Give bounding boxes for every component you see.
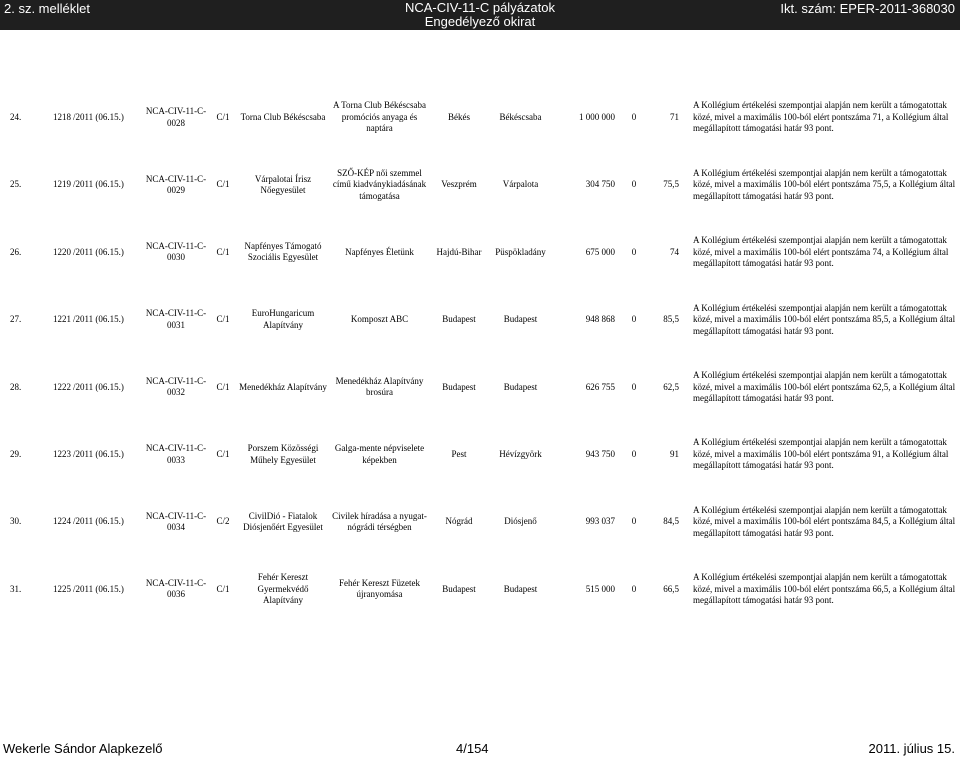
application-code <box>143 151 209 218</box>
county: Hajdú-Bihar <box>436 246 482 257</box>
applicant-organization: Fehér Kereszt Gyermekvédő Alapítvány <box>257 572 309 606</box>
page-number: 4/154 <box>456 741 489 756</box>
requested-amount: 626 755 <box>585 381 615 392</box>
applicant-organization: Porszem Közösségi Műhely Egyesület <box>247 443 319 465</box>
registration-date: /2011 (06.15.) <box>73 246 124 257</box>
application-code-part: 0031 <box>167 319 185 330</box>
county: Budapest <box>442 314 476 325</box>
applicant-organization: Torna Club Békéscsaba <box>240 111 326 122</box>
application-code-part: NCA-CIV-11-C- <box>145 106 207 117</box>
row-number: 26. <box>10 246 22 257</box>
county: Budapest <box>442 583 476 594</box>
application-code <box>143 354 209 421</box>
application-type: C/2 <box>216 516 230 527</box>
application-code-part: 0033 <box>167 454 185 465</box>
table-row <box>0 421 960 488</box>
city: Budapest <box>503 314 538 325</box>
applicant-organization: Napfényes Támogató Szociális Egyesület <box>244 240 322 263</box>
score: 75,5 <box>663 179 679 190</box>
registration-date: /2011 (06.15.) <box>73 448 124 459</box>
decision-reason: A Kollégium értékelési szempontjai alapján nem került a támogatottak közé, mivel a maximális 100-ból elért pontszáma 84,5, a Kollégium által megállapított támogatási határ 93 pont. <box>693 504 956 538</box>
project-title: Fehér Kereszt Füzetek újranyomása <box>339 577 420 600</box>
document-title <box>380 1 580 29</box>
requested-amount: 675 000 <box>585 246 615 257</box>
granted-amount: 0 <box>631 179 637 190</box>
application-type: C/1 <box>216 314 230 325</box>
application-type: C/1 <box>216 583 230 594</box>
applicant-organization: Menedékház Alapítvány <box>239 381 327 392</box>
table-row <box>0 84 960 151</box>
table-row <box>0 151 960 218</box>
table-row <box>0 219 960 286</box>
county: Nógrád <box>445 516 473 527</box>
applicant-organization: CivilDió - Fiatalok Diósjenőért Egyesület <box>243 510 323 533</box>
granted-amount: 0 <box>631 448 637 459</box>
application-code-part: NCA-CIV-11-C- <box>145 577 207 588</box>
row-number: 27. <box>10 314 22 325</box>
granted-amount: 0 <box>631 381 637 392</box>
application-code-part: NCA-CIV-11-C- <box>145 240 207 251</box>
decision-reason: A Kollégium értékelési szempontjai alapján nem került a támogatottak közé, mivel a maximális 100-ból elért pontszáma 66,5, a Kollégium által megállapított támogatási határ 93 pont. <box>693 572 956 606</box>
registration-date: /2011 (06.15.) <box>73 111 124 122</box>
project-title: Civilek híradása a nyugat-nógrádi térségben <box>332 510 427 533</box>
city: Várpalota <box>502 179 539 190</box>
score: 66,5 <box>663 583 679 594</box>
score: 74 <box>670 246 679 257</box>
document-title-line2: Engedélyező okirat <box>424 14 536 29</box>
requested-amount: 515 000 <box>585 583 615 594</box>
score: 84,5 <box>663 516 679 527</box>
decision-reason: A Kollégium értékelési szempontjai alapján nem került a támogatottak közé, mivel a maximális 100-ból elért pontszáma 62,5, a Kollégium által megállapított támogatási határ 93 pont. <box>693 370 956 403</box>
registration-id: 1224 <box>53 516 71 527</box>
footer-organization: Wekerle Sándor Alapkezelő <box>3 741 163 756</box>
project-title: A Torna Club Békéscsaba promóciós anyaga és naptára <box>333 100 426 134</box>
row-number: 24. <box>10 111 22 122</box>
registration-id: 1218 <box>53 111 71 122</box>
registration-id: 1222 <box>53 381 71 392</box>
table-row <box>0 488 960 555</box>
application-type: C/1 <box>216 246 230 257</box>
city: Békéscsaba <box>499 111 542 122</box>
project-title: Komposzt ABC <box>350 314 409 325</box>
granted-amount: 0 <box>631 111 637 122</box>
row-number: 28. <box>10 381 22 392</box>
application-type: C/1 <box>216 381 230 392</box>
city: Diósjenő <box>504 516 537 527</box>
requested-amount: 948 868 <box>585 314 615 325</box>
registration-date: /2011 (06.15.) <box>73 381 124 392</box>
annex-label: 2. sz. melléklet <box>4 1 90 16</box>
row-number: 25. <box>10 179 22 190</box>
application-code-part: NCA-CIV-11-C- <box>145 375 207 386</box>
granted-amount: 0 <box>631 246 637 257</box>
project-title: Napfényes Életünk <box>345 246 414 257</box>
score: 62,5 <box>663 381 679 392</box>
score: 85,5 <box>663 314 679 325</box>
project-title: Menedékház Alapítvány brosúra <box>335 375 424 398</box>
document-title-line1: NCA-CIV-11-C pályázatok <box>404 0 556 15</box>
table-row <box>0 286 960 353</box>
application-code <box>143 488 209 555</box>
application-code-part: 0029 <box>167 185 185 196</box>
registration-id: 1220 <box>53 246 71 257</box>
granted-amount: 0 <box>631 314 637 325</box>
application-code-part: NCA-CIV-11-C- <box>145 173 207 184</box>
requested-amount: 943 750 <box>585 448 615 459</box>
application-code <box>143 556 209 623</box>
row-number: 29. <box>10 448 22 459</box>
county: Budapest <box>442 381 476 392</box>
application-code <box>143 286 209 353</box>
score: 91 <box>670 448 679 459</box>
registration-date: /2011 (06.15.) <box>73 583 124 594</box>
applicant-organization: Várpalotai Írisz Nőegyesület <box>254 173 312 196</box>
page-footer <box>0 740 960 758</box>
decision-reason: A Kollégium értékelési szempontjai alapján nem került a támogatottak közé, mivel a maximális 100-ból elért pontszáma 71, a Kollégium által megállapított támogatási határ 93 pont. <box>693 100 949 134</box>
decision-reason: A Kollégium értékelési szempontjai alapján nem került a támogatottak közé, mivel a maximális 100-ból elért pontszáma 91, a Kollégium által megállapított támogatási határ 93 pont. <box>693 437 949 471</box>
city: Budapest <box>503 381 538 392</box>
city: Hévízgyörk <box>499 448 542 459</box>
application-type: C/1 <box>216 448 230 459</box>
application-type: C/1 <box>216 179 230 190</box>
application-code <box>143 84 209 151</box>
application-code-part: 0034 <box>167 522 185 533</box>
application-code-part: NCA-CIV-11-C- <box>145 308 207 319</box>
granted-amount: 0 <box>631 583 637 594</box>
decision-reason: A Kollégium értékelési szempontjai alapján nem került a támogatottak közé, mivel a maximális 100-ból elért pontszáma 74, a Kollégium által megállapított támogatási határ 93 pont. <box>693 235 949 269</box>
county: Veszprém <box>441 179 477 190</box>
row-number: 31. <box>10 583 22 594</box>
application-code-part: 0036 <box>167 589 185 600</box>
requested-amount: 1 000 000 <box>579 111 615 122</box>
city: Püspökladány <box>495 246 546 257</box>
application-code <box>143 421 209 488</box>
application-code-part: NCA-CIV-11-C- <box>145 510 207 521</box>
city: Budapest <box>503 583 538 594</box>
decision-reason: A Kollégium értékelési szempontjai alapján nem került a támogatottak közé, mivel a maximális 100-ból elért pontszáma 85,5, a Kollégium által megállapított támogatási határ 93 pont. <box>693 302 956 336</box>
table-row <box>0 556 960 623</box>
table-row <box>0 354 960 421</box>
application-code-part: NCA-CIV-11-C- <box>145 443 207 454</box>
decision-reason: A Kollégium értékelési szempontjai alapján nem került a támogatottak közé, mivel a maximális 100-ból elért pontszáma 75,5, a Kollégium által megállapított támogatási határ 93 pont. <box>693 167 956 201</box>
application-code-part: 0028 <box>167 117 185 128</box>
registration-id: 1225 <box>53 583 71 594</box>
registration-id: 1221 <box>53 314 71 325</box>
county: Pest <box>451 448 467 459</box>
application-code-part: 0032 <box>167 387 185 398</box>
granted-amount: 0 <box>631 516 637 527</box>
application-code <box>143 219 209 286</box>
row-number: 30. <box>10 516 22 527</box>
project-title: Galga-mente népviselete képekben <box>334 443 425 465</box>
registration-id: 1223 <box>53 448 71 459</box>
score: 71 <box>670 111 679 122</box>
registration-date: /2011 (06.15.) <box>73 314 124 325</box>
applications-table <box>0 84 960 623</box>
registration-date: /2011 (06.15.) <box>73 516 124 527</box>
application-code-part: 0030 <box>167 252 185 263</box>
application-type: C/1 <box>216 111 230 122</box>
requested-amount: 993 037 <box>585 516 615 527</box>
applicant-organization: EuroHungaricum Alapítvány <box>251 308 315 330</box>
registration-date: /2011 (06.15.) <box>73 179 124 190</box>
county: Békés <box>448 111 470 122</box>
page-header <box>0 0 960 30</box>
registration-id: 1219 <box>53 179 71 190</box>
file-number: Ikt. szám: EPER-2011-368030 <box>780 1 955 16</box>
project-title: SZŐ-KÉP női szemmel című kiadványkiadásának támogatása <box>332 167 427 201</box>
requested-amount: 304 750 <box>585 179 615 190</box>
footer-date: 2011. július 15. <box>868 741 955 756</box>
